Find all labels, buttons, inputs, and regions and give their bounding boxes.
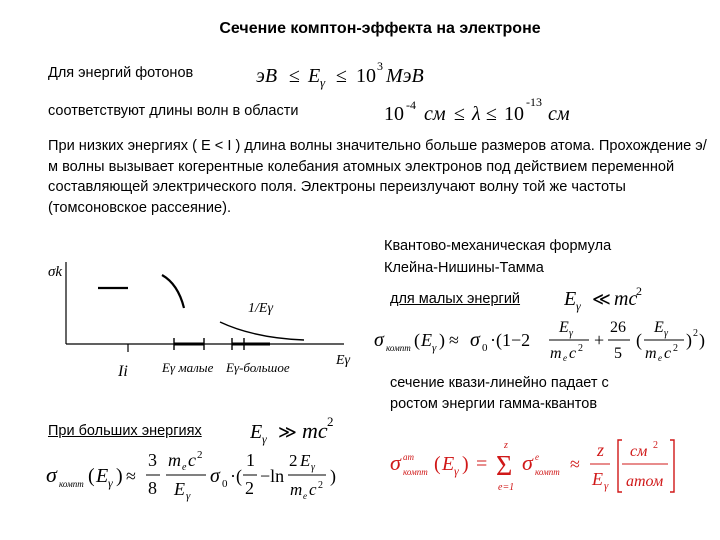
high-energy-condition bbox=[250, 414, 360, 452]
svg-text:2: 2 bbox=[318, 480, 323, 491]
svg-text:E: E bbox=[559, 319, 569, 336]
svg-text:E: E bbox=[564, 288, 577, 310]
atom-cross-section-formula bbox=[390, 438, 700, 506]
page-title: Сечение комптон-эффекта на электроне bbox=[219, 20, 541, 37]
svg-text:m: m bbox=[645, 345, 657, 362]
svg-text:c: c bbox=[188, 450, 196, 470]
curve-label: 1/Eγ bbox=[248, 301, 273, 316]
svg-text:−ln: −ln bbox=[260, 466, 285, 486]
svg-text:2: 2 bbox=[327, 414, 334, 429]
svg-text:2: 2 bbox=[653, 440, 658, 451]
high-energy-formula bbox=[46, 448, 356, 512]
svg-text:σ: σ bbox=[470, 329, 480, 351]
svg-text:E: E bbox=[442, 453, 455, 475]
svg-text:E: E bbox=[592, 469, 603, 489]
cross-section-graph bbox=[44, 250, 364, 390]
svg-text:2: 2 bbox=[673, 343, 678, 354]
svg-text:E: E bbox=[250, 421, 263, 443]
svg-text:E: E bbox=[300, 451, 311, 470]
svg-text:): ) bbox=[116, 465, 123, 487]
svg-text:e: e bbox=[563, 353, 567, 363]
svg-text:γ: γ bbox=[569, 328, 573, 339]
svg-text:): ) bbox=[330, 466, 336, 486]
svg-text:МэВ: МэВ bbox=[386, 65, 424, 87]
low-energy-condition bbox=[564, 283, 654, 317]
photon-energy-label: Для энергий фотонов bbox=[48, 65, 194, 81]
svg-text:z: z bbox=[504, 440, 508, 451]
svg-text:(: ( bbox=[434, 453, 441, 475]
svg-text:≤: ≤ bbox=[486, 103, 497, 125]
svg-text:γ: γ bbox=[576, 299, 581, 313]
photon-energy-formula bbox=[256, 58, 456, 94]
high-energy-label: При больших энергиях bbox=[48, 423, 202, 439]
svg-text:γ: γ bbox=[186, 490, 191, 502]
svg-text:E: E bbox=[421, 330, 432, 350]
svg-text:эВ: эВ bbox=[256, 65, 278, 87]
svg-text:·(1−2: ·(1−2 bbox=[490, 330, 531, 350]
svg-text:γ: γ bbox=[664, 328, 668, 339]
quasi-linear-line2: ростом энергии гамма-квантов bbox=[390, 396, 598, 412]
thomson-scattering-paragraph: При низких энергиях ( E < I ) длина волны значительно больше размеров атома. Прохождение э/м волны вызывает когерентные колебания атомных электронов под действием переменной составляющей электрического поля. Электроны переизлучают волну той же частоты (томсоновское рассеяние). bbox=[48, 138, 707, 216]
svg-text:2: 2 bbox=[693, 328, 698, 339]
svg-text:γ: γ bbox=[108, 476, 113, 490]
low-energy-formula bbox=[374, 316, 714, 370]
region-small-label: Eγ малые bbox=[162, 360, 214, 375]
region-large-label: Eγ-большое bbox=[226, 360, 290, 375]
svg-text:компт: компт bbox=[535, 467, 560, 477]
svg-text:компт: компт bbox=[386, 343, 411, 353]
svg-text:(: ( bbox=[414, 330, 420, 350]
svg-text:26: 26 bbox=[610, 319, 626, 336]
svg-text:σ: σ bbox=[46, 462, 57, 487]
svg-text:2: 2 bbox=[578, 343, 583, 354]
svg-text:σ: σ bbox=[210, 465, 220, 487]
svg-text:3: 3 bbox=[377, 59, 383, 73]
svg-text:m: m bbox=[550, 345, 562, 362]
wavelength-label: соответствуют длины волн в области bbox=[48, 103, 299, 119]
svg-text:e: e bbox=[182, 462, 187, 473]
svg-text:2: 2 bbox=[197, 449, 203, 461]
svg-text:компт: компт bbox=[59, 479, 84, 489]
svg-text:e: e bbox=[303, 491, 307, 501]
svg-text:8: 8 bbox=[148, 478, 157, 498]
svg-text:σ: σ bbox=[522, 450, 533, 475]
svg-text:≪: ≪ bbox=[592, 289, 611, 309]
svg-text:5: 5 bbox=[614, 345, 622, 362]
svg-text:≤: ≤ bbox=[454, 103, 465, 125]
svg-text:≈: ≈ bbox=[449, 330, 459, 350]
low-energy-label: для малых энергий bbox=[390, 291, 521, 307]
svg-text:z: z bbox=[597, 440, 605, 460]
svg-text:c: c bbox=[664, 345, 672, 362]
kn-heading-line1: Квантово-механическая формула bbox=[384, 238, 612, 254]
svg-text:см: см bbox=[630, 443, 648, 460]
svg-text:): ) bbox=[439, 330, 445, 350]
svg-text:≤: ≤ bbox=[289, 65, 300, 87]
svg-text:γ: γ bbox=[454, 464, 459, 478]
svg-text:E: E bbox=[654, 319, 664, 336]
svg-text:·(: ·( bbox=[230, 466, 242, 486]
svg-text:2: 2 bbox=[245, 478, 254, 498]
svg-text:+: + bbox=[594, 330, 605, 350]
svg-text:γ: γ bbox=[604, 480, 609, 492]
transition-curve bbox=[162, 275, 184, 308]
svg-text:γ: γ bbox=[320, 75, 326, 90]
svg-text:mc: mc bbox=[302, 418, 328, 443]
svg-text:=: = bbox=[476, 453, 488, 475]
svg-text:e: e bbox=[535, 452, 539, 462]
one-over-e-curve bbox=[220, 322, 304, 340]
svg-text:σ: σ bbox=[390, 450, 401, 475]
svg-text:-4: -4 bbox=[406, 98, 416, 112]
svg-text:компт: компт bbox=[403, 467, 428, 477]
svg-text:см: см bbox=[424, 103, 446, 125]
svg-text:10: 10 bbox=[356, 65, 376, 87]
svg-text:c: c bbox=[309, 480, 317, 499]
svg-text:E: E bbox=[308, 65, 321, 87]
svg-text:mc: mc bbox=[614, 288, 638, 310]
svg-text:атом: атом bbox=[626, 473, 664, 490]
svg-text:γ: γ bbox=[432, 342, 437, 354]
x-axis-label: Eγ bbox=[336, 353, 351, 368]
svg-text:σ: σ bbox=[374, 329, 384, 351]
kn-heading-line2: Клейна-Нишины-Тамма bbox=[384, 260, 544, 276]
svg-text:≤: ≤ bbox=[336, 65, 347, 87]
svg-text:λ: λ bbox=[472, 103, 481, 125]
svg-text:m: m bbox=[168, 450, 181, 470]
svg-text:): ) bbox=[462, 453, 469, 475]
svg-text:10: 10 bbox=[504, 103, 524, 125]
svg-text:3: 3 bbox=[148, 450, 157, 470]
svg-text:0: 0 bbox=[222, 478, 228, 490]
wavelength-formula bbox=[384, 96, 594, 132]
svg-text:1: 1 bbox=[246, 450, 255, 470]
svg-text:ат: ат bbox=[403, 452, 414, 462]
svg-text:0: 0 bbox=[482, 342, 488, 354]
svg-text:(: ( bbox=[636, 330, 642, 350]
svg-text:): ) bbox=[686, 330, 692, 350]
quasi-linear-line1: сечение квази-линейно падает с bbox=[390, 375, 609, 391]
svg-text:c: c bbox=[569, 345, 577, 362]
svg-text:m: m bbox=[290, 480, 303, 499]
svg-text:E: E bbox=[96, 465, 109, 487]
svg-text:Σ: Σ bbox=[496, 451, 513, 482]
svg-text:(: ( bbox=[88, 465, 95, 487]
y-axis-label: σk bbox=[48, 264, 63, 280]
svg-text:): ) bbox=[699, 330, 705, 350]
svg-text:e=1: e=1 bbox=[498, 482, 515, 493]
tick-i-label: Ii bbox=[118, 363, 128, 380]
svg-text:≈: ≈ bbox=[126, 466, 136, 486]
svg-text:10: 10 bbox=[384, 103, 404, 125]
svg-text:≈: ≈ bbox=[570, 454, 580, 474]
svg-text:e: e bbox=[658, 353, 662, 363]
svg-text:2: 2 bbox=[289, 451, 298, 470]
svg-text:-13: -13 bbox=[526, 96, 542, 109]
svg-text:E: E bbox=[174, 479, 185, 499]
svg-text:2: 2 bbox=[636, 284, 642, 298]
svg-text:γ: γ bbox=[262, 432, 267, 446]
svg-text:см: см bbox=[548, 103, 570, 125]
svg-text:≫: ≫ bbox=[278, 422, 297, 442]
svg-text:γ: γ bbox=[311, 462, 315, 473]
